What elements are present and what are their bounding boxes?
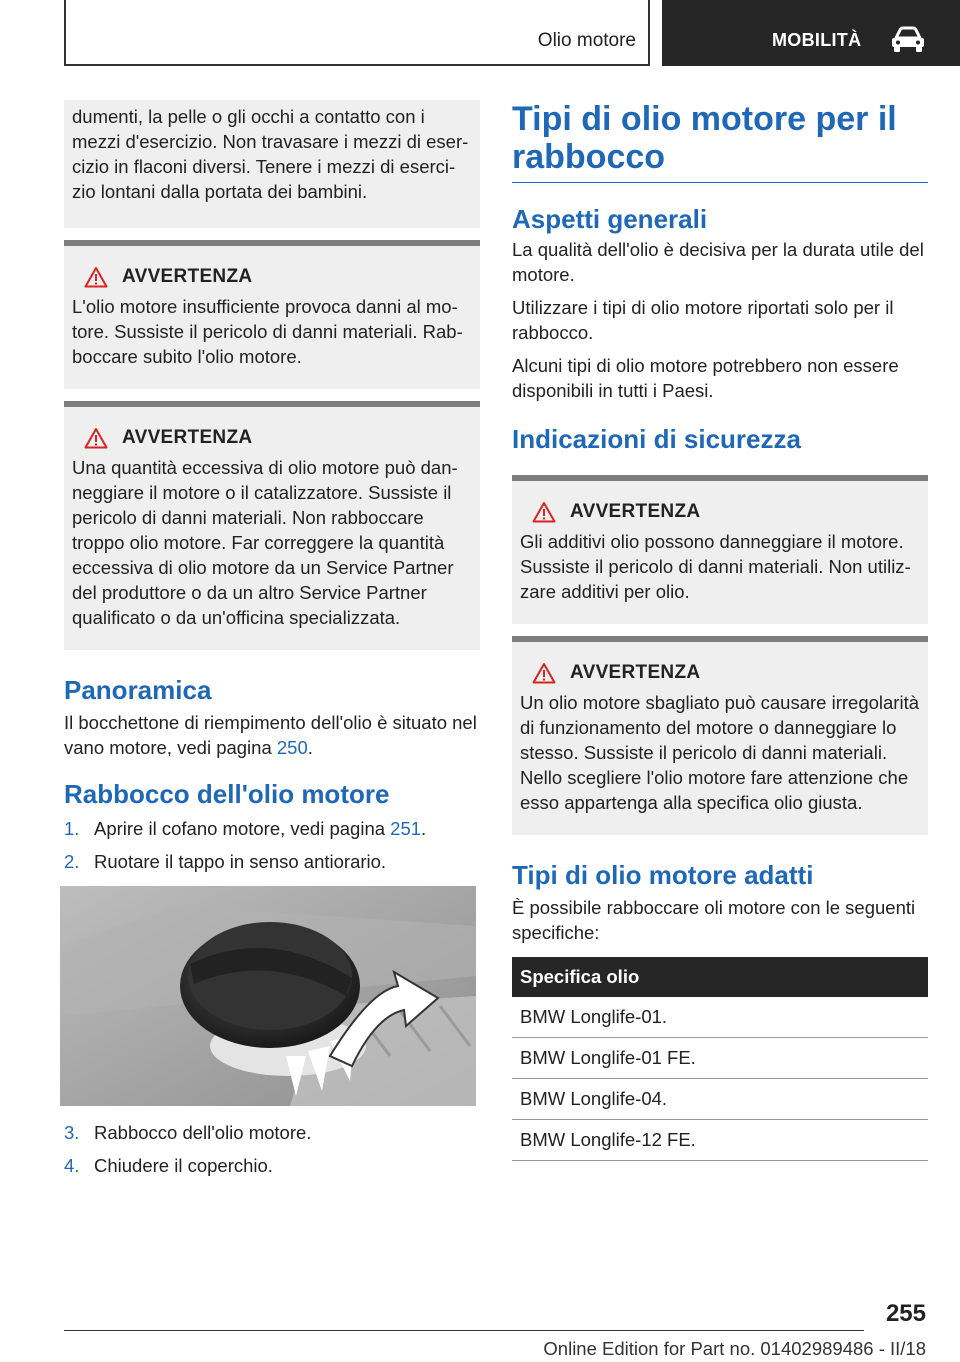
sicurezza-heading: Indicazioni di sicurezza (512, 424, 801, 454)
right-column (512, 100, 928, 1161)
paragraph: La qualità dell'olio è decisiva per la durata utile del motore. (512, 239, 924, 285)
warning-text: Gli additivi olio possono danneggiare il motore. Sussiste il pericolo di danni materiali. Non utilizzare additivi per olio. (520, 531, 911, 602)
edition-text: Online Edition for Part no. 01402989486 - II/18 (543, 1338, 926, 1359)
intro-box (64, 100, 480, 228)
warning-icon (84, 427, 108, 449)
warning-text: Un olio motore sbagliato può causare irregolarità di funzionamento del motore o danneggiare lo stesso. Sussiste il pericolo di danni materiali. Nello scegliere l'olio motore fare attenzione che esso appartenga alla specifica olio giusta. (520, 692, 919, 813)
warning-label: AVVERTENZA (570, 662, 701, 683)
car-icon (890, 26, 926, 54)
panoramica-text: Il bocchettone di riempimento dell'olio è situato nel vano motore, vedi pagina 250. (64, 712, 477, 758)
warning-header (532, 501, 920, 523)
warning-icon (84, 266, 108, 288)
page-title: Tipi di olio motore per il rabbocco (512, 100, 928, 183)
list-item: 4. Chiudere il coperchio. (64, 1155, 273, 1176)
header-chapter-box (64, 0, 650, 66)
warning-icon (532, 662, 556, 684)
warning-text: L'olio motore insufficiente provoca danni al motore. Sussiste il pericolo di danni materiali. Rabboccare subito l'olio motore. (72, 296, 463, 367)
page-link-251[interactable]: 251 (390, 818, 422, 839)
steps-list (64, 816, 480, 874)
rabbocco-heading: Rabbocco dell'olio motore (64, 779, 390, 809)
warning-box (64, 401, 480, 650)
table-row (512, 1120, 928, 1161)
steps-list-continued (64, 1120, 480, 1178)
paragraph: Alcuni tipi di olio motore potrebbero non essere disponibili in tutti i Paesi. (512, 355, 899, 401)
warning-label: AVVERTENZA (122, 266, 253, 287)
warning-header (84, 266, 472, 288)
adatti-heading: Tipi di olio motore adatti (512, 860, 814, 890)
warning-box (64, 240, 480, 389)
table-cell: BMW Longlife-01 FE. (512, 1038, 928, 1079)
table-row (512, 1079, 928, 1120)
page-number: 255 (885, 1300, 926, 1327)
oil-spec-table (512, 957, 928, 1161)
adatti-text: È possibile rabboccare oli motore con le seguenti specifiche: (512, 897, 916, 943)
panoramica-heading: Panoramica (64, 675, 212, 705)
warning-header (84, 427, 472, 449)
paragraph: Utilizzare i tipi di olio motore riportati solo per il rabbocco. (512, 297, 894, 343)
warning-box (512, 636, 928, 835)
warning-icon (532, 501, 556, 523)
left-column (64, 100, 480, 1186)
table-cell: BMW Longlife-04. (512, 1079, 928, 1120)
section-title: MOBILITÀ (772, 30, 862, 50)
chapter-title: Olio motore (537, 30, 636, 51)
aspetti-heading: Aspetti generali (512, 204, 708, 234)
table-cell: BMW Longlife-12 FE. (512, 1120, 928, 1161)
warning-header (532, 662, 920, 684)
table-row (512, 1038, 928, 1079)
table-header: Specifica olio (512, 957, 928, 997)
oil-cap-photo (60, 886, 476, 1106)
list-item: 3. Rabbocco dell'olio motore. (64, 1122, 312, 1143)
table-cell: BMW Longlife-01. (512, 997, 928, 1038)
warning-box (512, 475, 928, 624)
warning-label: AVVERTENZA (122, 427, 253, 448)
table-row (512, 997, 928, 1038)
warning-label: AVVERTENZA (570, 501, 701, 522)
warning-text: Una quantità eccessiva di olio motore può danneggiare il motore o il catalizzatore. Sussiste il pericolo di danni materiali. Non rabboccare troppo olio motore. Far correggere la quantità eccessiva di olio motore da un Service Partner del produttore o da un altro Service Partner qualificato o da un'officina specializzata. (72, 457, 458, 628)
list-item: 2. Ruotare il tappo in senso antiorario. (64, 851, 387, 872)
page-link-250[interactable]: 250 (276, 737, 308, 758)
list-item: 1. Aprire il cofano motore, vedi pagina 251. (64, 818, 427, 839)
footer-divider (64, 1330, 864, 1331)
header-section-box (662, 0, 960, 66)
intro-text: dumenti, la pelle o gli occhi a contatto con i mezzi d'esercizio. Non travasare i mezzi di esercizio in flaconi diversi. Tenere i mezzi di esercizio lontani dalla portata dei bambini. (72, 106, 469, 202)
